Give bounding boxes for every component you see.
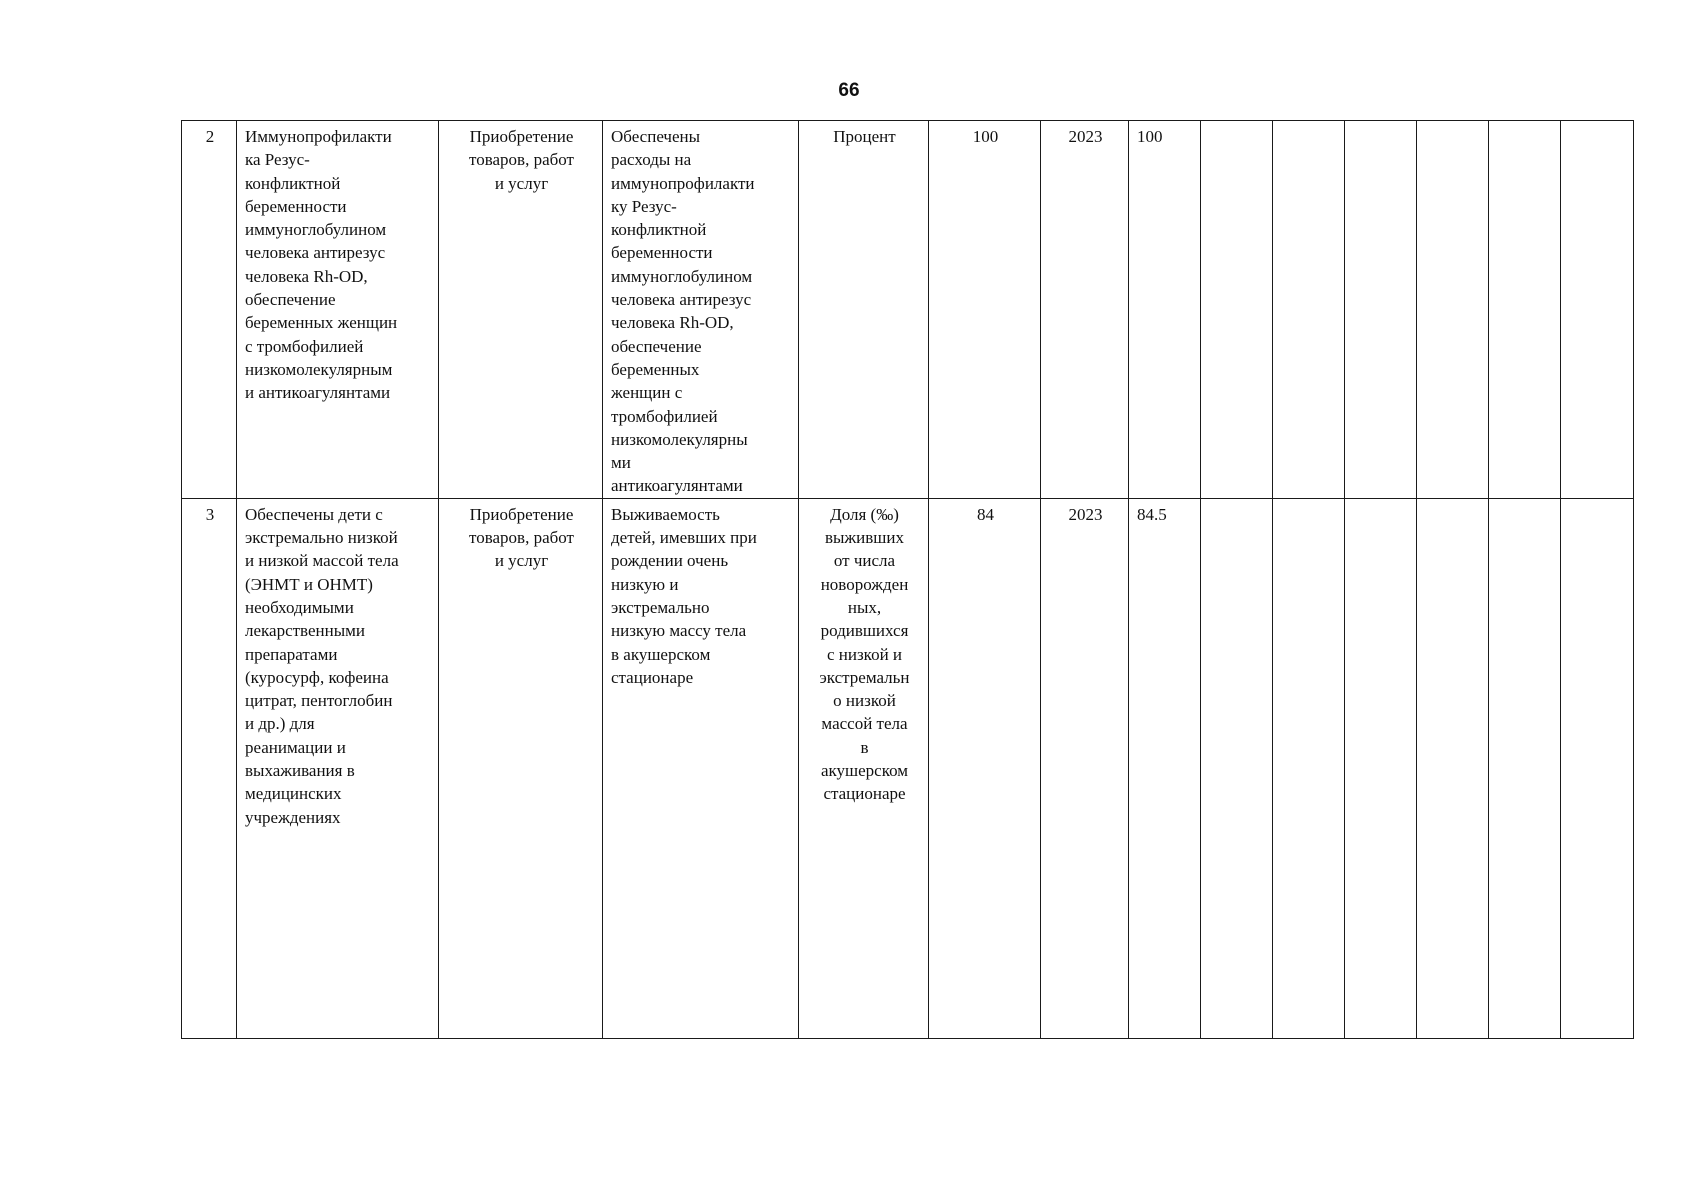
target-value-cell: 100 (1129, 121, 1201, 499)
table-row (182, 121, 1634, 499)
empty-cell (1561, 121, 1634, 499)
table-row (182, 498, 1634, 1038)
empty-cell (1201, 498, 1273, 1038)
row-number-cell: 2 (182, 121, 237, 499)
empty-cell (1489, 121, 1561, 499)
empty-cell (1489, 498, 1561, 1038)
base-value-cell: 84 (929, 498, 1041, 1038)
base-year-cell: 2023 (1041, 121, 1129, 499)
page-number: 66 (838, 80, 860, 101)
empty-cell (1345, 121, 1417, 499)
empty-cell (1273, 498, 1345, 1038)
result-cell: Выживаемость детей, имевших при рождении очень низкую и экстремально низкую массу тела в акушерском стационаре (603, 498, 799, 1038)
empty-cell (1201, 121, 1273, 499)
event-name-cell: Обеспечены дети с экстремально низкой и низкой массой тела (ЭНМТ и ОНМТ) необходимыми лекарственными препаратами (куросурф, кофеина цитрат, пентоглобин и др.) для реанимации и выхаживания в медицинских учреждениях (237, 498, 439, 1038)
empty-cell (1345, 498, 1417, 1038)
unit-cell: Доля (‰) выживших от числа новорожден ных, родившихся с низкой и экстремальн о низкой массой тела в акушерском стационаре (799, 498, 929, 1038)
empty-cell (1561, 498, 1634, 1038)
base-value-cell: 100 (929, 121, 1041, 499)
unit-cell: Процент (799, 121, 929, 499)
target-value-cell: 84.5 (1129, 498, 1201, 1038)
result-cell: Обеспечены расходы на иммунопрофилакти ку Резус- конфликтной беременности иммуноглобулином человека антирезус человека Rh-OD, обеспечение беременных женщин с тромбофилией низкомолекулярны ми антикоагулянтами (603, 121, 799, 499)
row-number-cell: 3 (182, 498, 237, 1038)
event-name-cell: Иммунопрофилакти ка Резус- конфликтной беременности иммуноглобулином человека антирезус человека Rh-OD, обеспечение беременных женщин с тромбофилией низкомолекулярным и антикоагулянтами (237, 121, 439, 499)
base-year-cell: 2023 (1041, 498, 1129, 1038)
measures-table (181, 120, 1634, 1039)
event-type-cell: Приобретение товаров, работ и услуг (439, 121, 603, 499)
empty-cell (1273, 121, 1345, 499)
empty-cell (1417, 498, 1489, 1038)
empty-cell (1417, 121, 1489, 499)
event-type-cell: Приобретение товаров, работ и услуг (439, 498, 603, 1038)
